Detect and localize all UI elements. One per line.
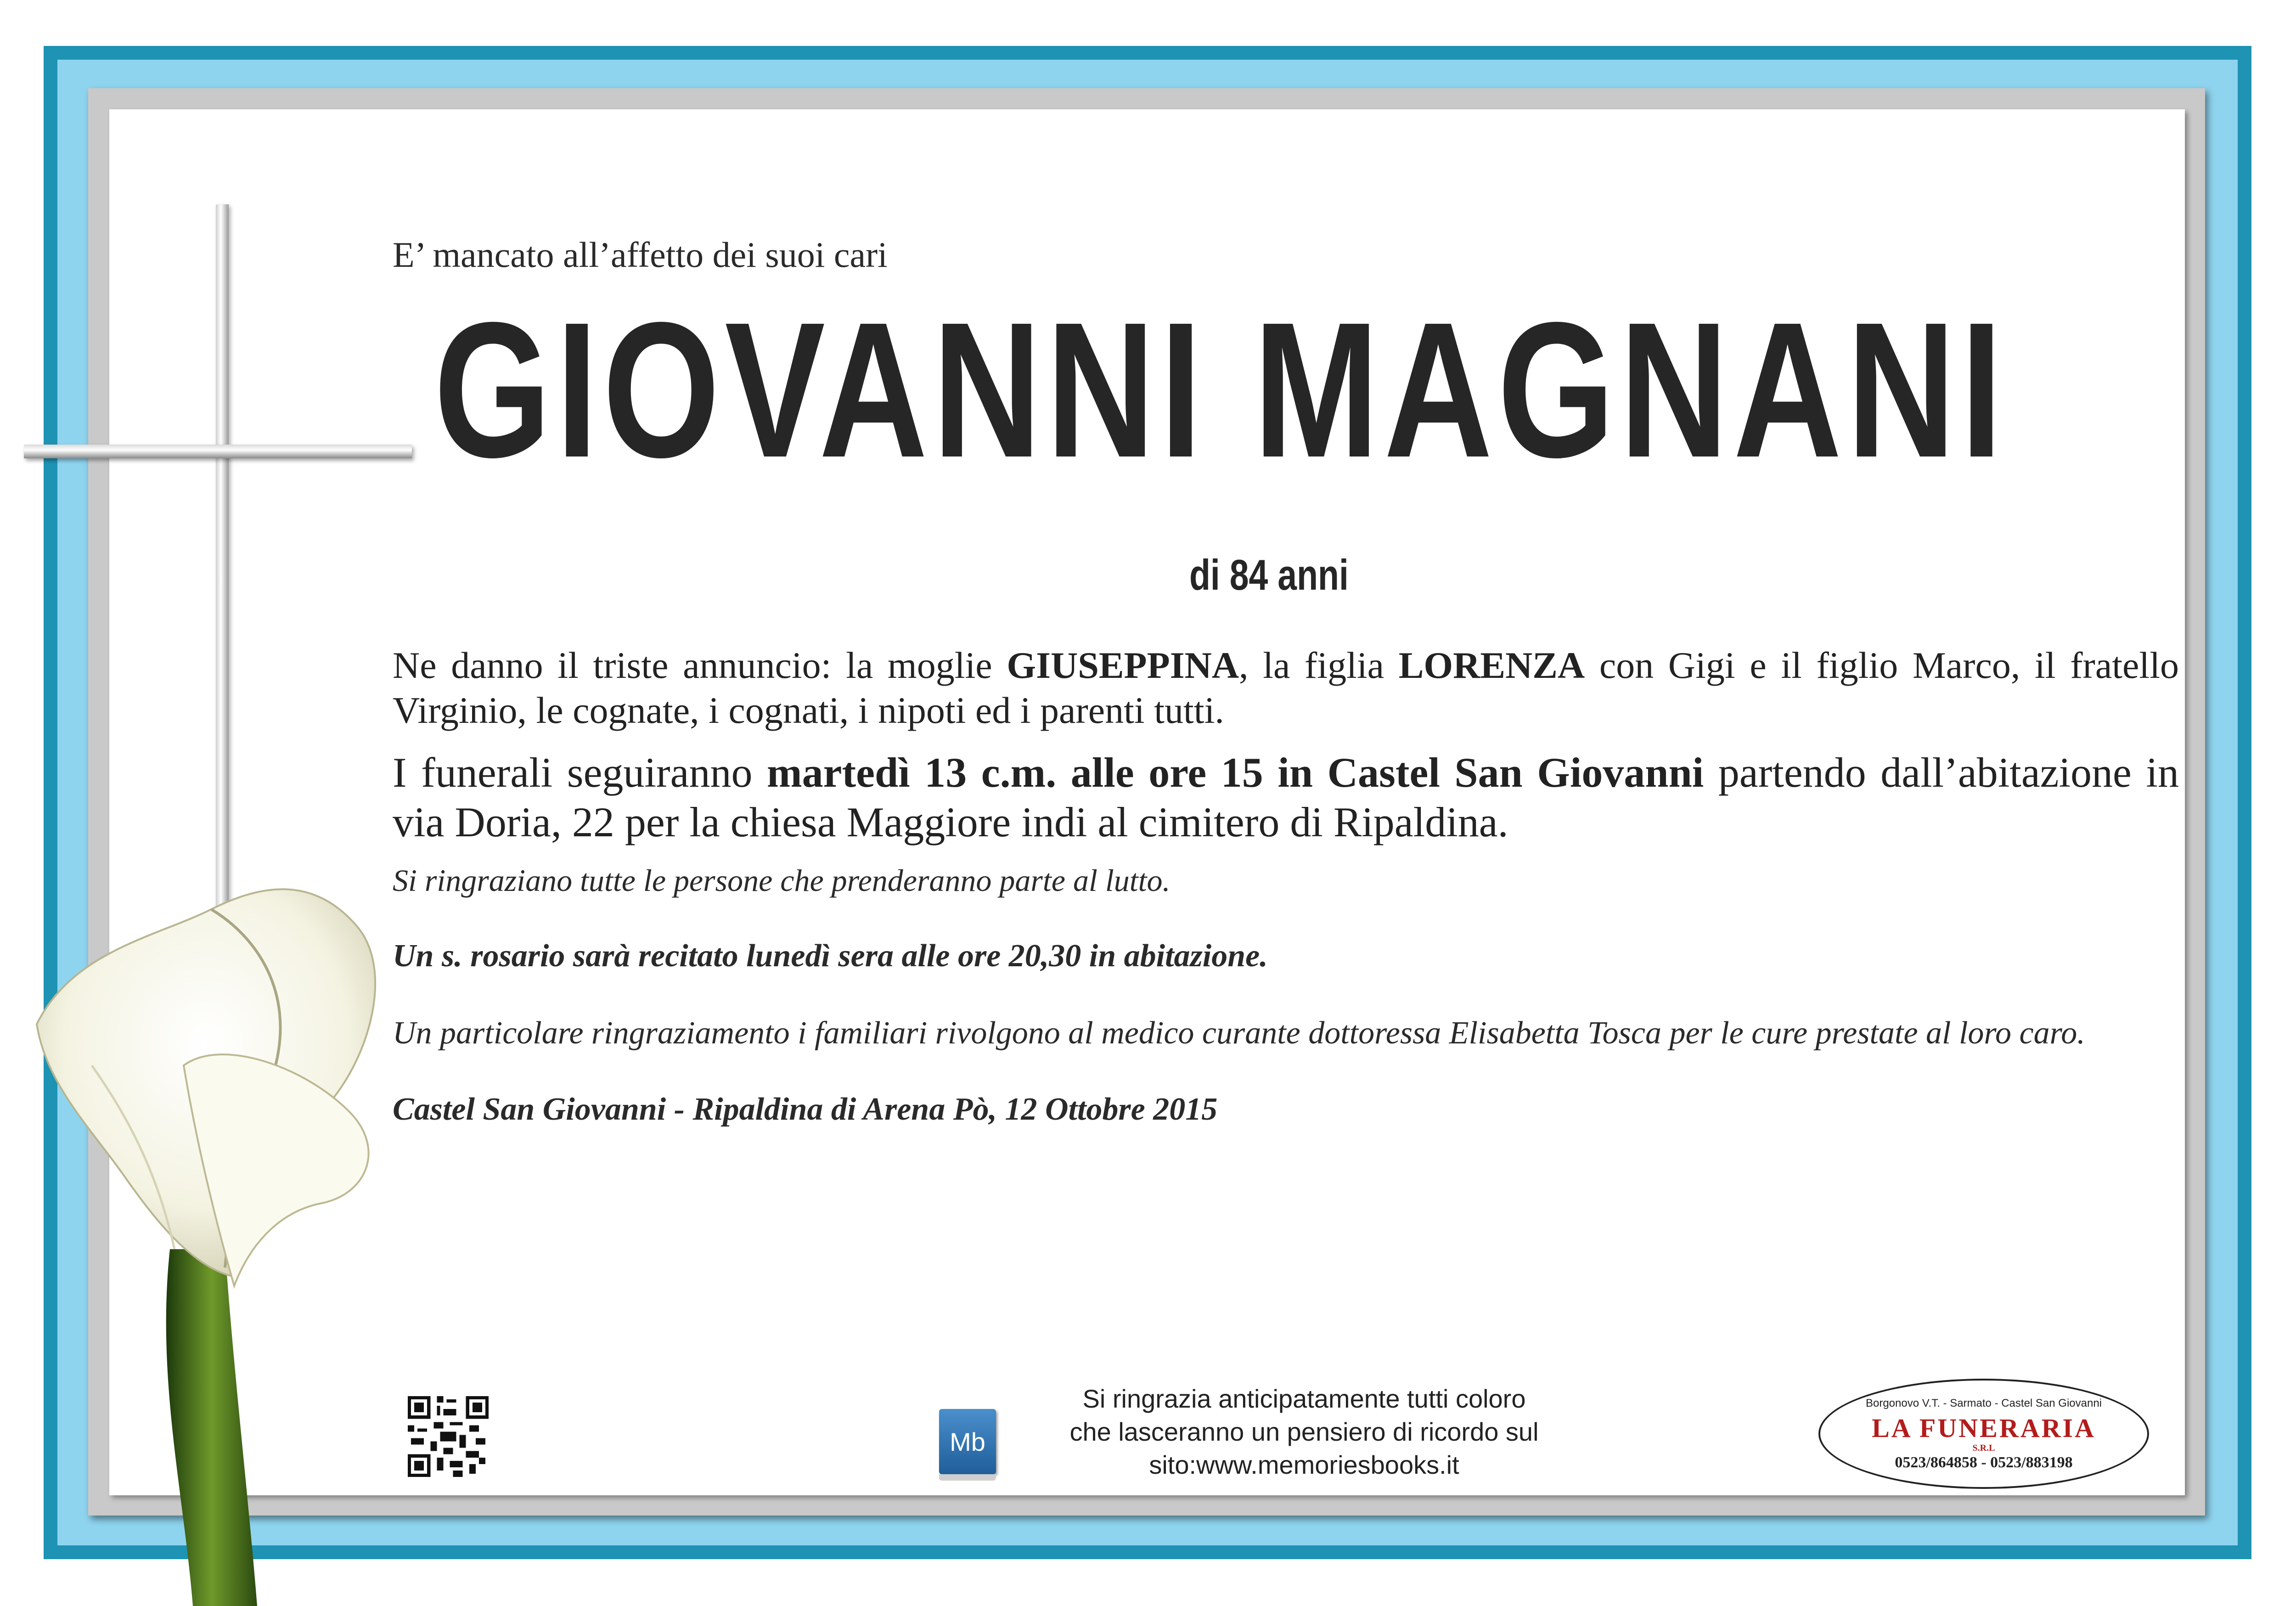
cross-horizontal-bar bbox=[24, 445, 412, 458]
daughter-name: LORENZA bbox=[1398, 644, 1585, 686]
thanks-attendees-text: Si ringraziano tutte le persone che prenderanno parte al lutto. bbox=[393, 863, 1171, 898]
rosary-text: Un s. rosario sarà recitato lunedì sera alle ore 20,30 in abitazione. bbox=[393, 938, 1268, 974]
online-thanks-line-3: sito:www.memoriesbooks.it bbox=[1149, 1450, 1459, 1479]
special-thanks-text: Un particolare ringraziamento i familiari rivolgono al medico curante dottoressa Elisabetta Tosca per le cure prestate al loro caro. bbox=[393, 1015, 2085, 1051]
memoriesbooks-logo bbox=[939, 1409, 996, 1474]
calla-lily-icon bbox=[18, 873, 432, 1606]
announce-text-3: con Gigi e il figlio Marco, il fratello Virginio, le cognate, i cognati, i nipoti ed i parenti tutti. bbox=[393, 644, 2179, 731]
online-thanks-line-1: Si ringrazia anticipatamente tutti coloro bbox=[1082, 1384, 1526, 1413]
memoriesbooks-logo-text: Mb bbox=[950, 1427, 985, 1456]
cross-vertical-bar bbox=[216, 204, 229, 921]
wife-name: GIUSEPPINA bbox=[1007, 644, 1239, 686]
online-thanks-text bbox=[1042, 1382, 1566, 1482]
intro-text: E’ mancato all’affetto dei suoi cari bbox=[393, 235, 888, 275]
deceased-age: di 84 anni bbox=[1189, 551, 1349, 599]
funeral-text-2: partendo dall’abitazione in via Doria, 22 per la chiesa Maggiore indi al cimitero di Ripaldina. bbox=[393, 749, 2179, 845]
funeral-home-logo bbox=[1818, 1379, 2149, 1489]
funeral-home-name: LA FUNERARIA bbox=[1872, 1413, 2096, 1443]
place-date-text: Castel San Giovanni - Ripaldina di Arena Pò, 12 Ottobre 2015 bbox=[393, 1092, 1218, 1127]
announce-text-1: Ne danno il triste annuncio: la moglie bbox=[393, 644, 1007, 686]
qr-code-icon bbox=[408, 1396, 489, 1477]
announcement-paragraph bbox=[393, 643, 2179, 733]
announce-text-2: , la figlia bbox=[1239, 644, 1399, 686]
funeral-home-locations: Borgonovo V.T. - Sarmato - Castel San Giovanni bbox=[1865, 1397, 2102, 1409]
funeral-paragraph bbox=[393, 748, 2179, 847]
funeral-datetime-place: martedì 13 c.m. alle ore 15 in Castel San Giovanni bbox=[767, 749, 1704, 796]
funeral-home-suffix: S.R.L bbox=[1972, 1443, 1995, 1453]
online-thanks-line-2: che lasceranno un pensiero di ricordo sul bbox=[1069, 1417, 1539, 1446]
funeral-text-1: I funerali seguiranno bbox=[393, 749, 767, 796]
deceased-name: GIOVANNI MAGNANI bbox=[434, 282, 2008, 498]
funeral-home-phones: 0523/864858 - 0523/883198 bbox=[1895, 1454, 2073, 1471]
